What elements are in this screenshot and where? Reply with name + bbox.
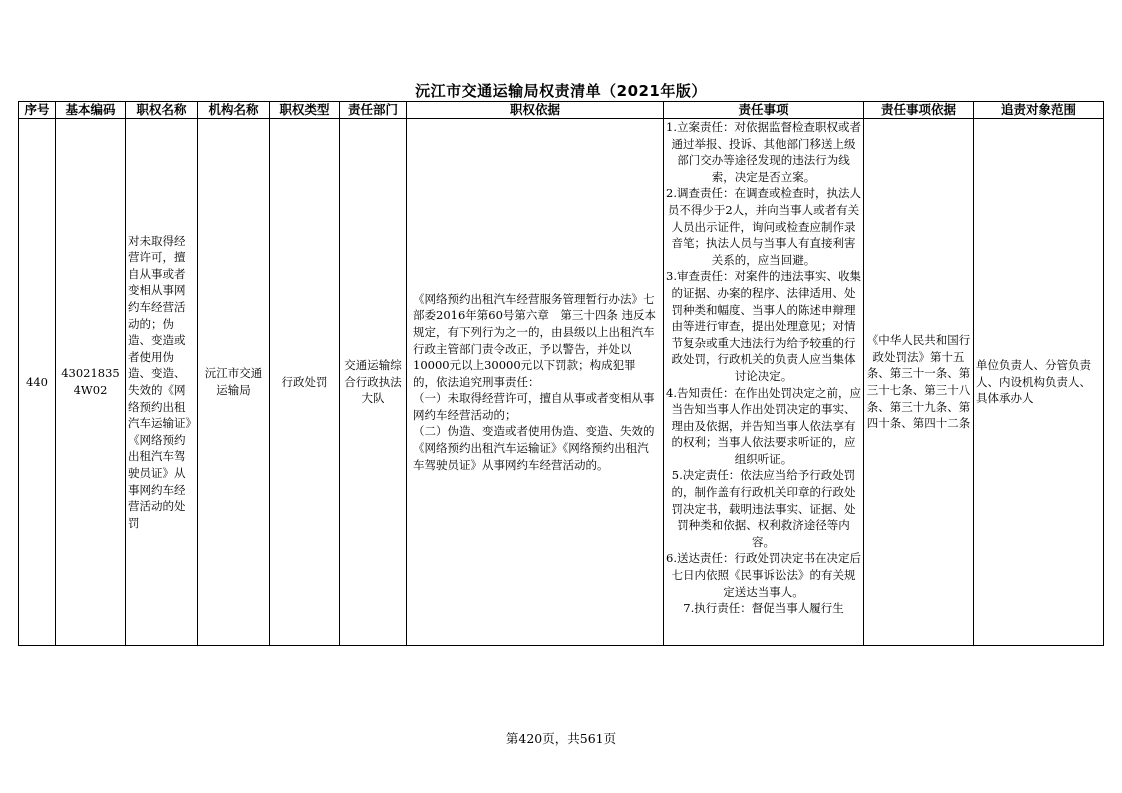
header-power-type: 职权类型 (270, 102, 340, 119)
document-title: 沅江市交通运输局权责清单（2021年版） (415, 82, 707, 100)
cell-power-name (126, 119, 198, 646)
table-header-row (19, 102, 1104, 119)
cell-power-type (270, 119, 340, 646)
basis-main-text: 《网络预约出租汽车经营服务管理暂行办法》七部委2016年第60号第六章 第三十四条 违反本规定，有下列行为之一的，由县级以上出租汽车行政主管部门责令改正，予以警告，并处以10000元以上30000元以下罚款；构成犯罪的，依法追究刑事责任： (413, 291, 657, 389)
cell-duty-basis (864, 119, 974, 646)
header-seq: 序号 (19, 102, 56, 119)
header-department: 责任部门 (340, 102, 407, 119)
cell-seq (19, 119, 56, 646)
duty-item: 2.调查责任：在调查或检查时，执法人员不得少于2人，并向当事人或者有关人员出示证件，询问或检查应制作录音笔；执法人员与当事人有直接利害关系的，应当回避。 (666, 186, 861, 267)
duties-list (664, 119, 863, 617)
power-name-value: 对未取得经营许可，擅自从事或者变相从事网约车经营活动的；伪造、变造或者使用伪造、变造、失效的《网络预约出租汽车运输证》《网络预约出租汽车驾驶员证》从事网约车经营活动的处罚 (128, 233, 192, 530)
header-basis: 职权依据 (407, 102, 664, 119)
cell-department (340, 119, 407, 646)
cell-code (56, 119, 126, 646)
duty-item: 3.审查责任：对案件的违法事实、收集的证据、办案的程序、法律适用、处罚种类和幅度、当事人的陈述申辩理由等进行审查，提出处理意见；对情节复杂或重大违法行为给予较重的行政处罚，行政机关的负责人应当集体讨论决定。 (666, 269, 861, 383)
basis-item-1: （一）未取得经营许可，擅自从事或者变相从事网约车经营活动的； (413, 391, 655, 422)
seq-value: 440 (26, 374, 48, 389)
header-duty-basis: 责任事项依据 (864, 102, 974, 119)
table-row (19, 119, 1104, 646)
header-code: 基本编码 (56, 102, 126, 119)
header-duties: 责任事项 (664, 102, 864, 119)
cell-org-name (198, 119, 270, 646)
duty-item: 5.决定责任：依法应当给予行政处罚的，制作盖有行政机关印章的行政处罚决定书，载明违法事实、证据、处罚种类和依据、权利救济途径等内容。 (671, 468, 856, 549)
page-footer: 第420页，共561页 (505, 731, 617, 746)
cell-accountability (974, 119, 1104, 646)
accountability-value: 单位负责人、分管负责人、内设机构负责人、具体承办人 (976, 358, 1091, 406)
duty-basis-value: 《中华人民共和国行政处罚法》第十五条、第三十一条、第三十七条、第三十八条、第三十九条、第四十条、第四十二条 (866, 333, 971, 431)
power-responsibility-table (18, 101, 1104, 646)
duty-item: 7.执行责任：督促当事人履行生 (683, 601, 844, 616)
duty-item: 4.告知责任：在作出处罚决定之前，应当告知当事人作出处罚决定的事实、理由及依据，并告知当事人依法享有的权利；当事人依法要求听证的，应组织听证。 (666, 385, 861, 466)
cell-basis (407, 119, 664, 646)
header-accountability: 追责对象范围 (974, 102, 1104, 119)
header-power-name: 职权名称 (126, 102, 198, 119)
org-name-value: 沅江市交通运输局 (204, 366, 263, 397)
header-org-name: 机构名称 (198, 102, 270, 119)
power-type-value: 行政处罚 (281, 374, 328, 389)
basis-item-2: （二）伪造、变造或者使用伪造、变造、失效的《网络预约出租汽车运输证》《网络预约出租汽车驾驶员证》从事网约车经营活动的。 (413, 424, 655, 472)
duty-item: 6.送达责任：行政处罚决定书在决定后七日内依照《民事诉讼法》的有关规定送达当事人。 (666, 551, 861, 599)
cell-duties (664, 119, 864, 646)
basis-block (407, 291, 663, 474)
code-value: 430218354W02 (61, 366, 120, 397)
department-value: 交通运输综合行政执法大队 (344, 358, 402, 406)
duty-item: 1.立案责任：对依据监督检查职权或者通过举报、投诉、其他部门移送上级部门交办等途径发现的违法行为线索，决定是否立案。 (666, 120, 861, 184)
